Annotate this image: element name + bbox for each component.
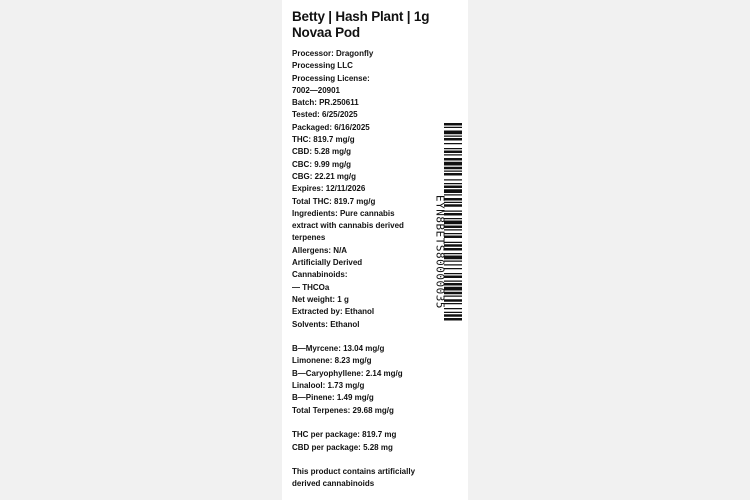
barcode-bar bbox=[444, 236, 462, 239]
barcode-bar bbox=[444, 202, 462, 203]
barcode-bar bbox=[444, 183, 462, 184]
barcode-bar bbox=[444, 233, 462, 234]
detail-line: Tested: 6/25/2025 bbox=[292, 109, 358, 120]
barcode-bar bbox=[444, 226, 462, 229]
barcode-bar bbox=[444, 281, 462, 282]
barcode-bar bbox=[444, 314, 462, 317]
title-line-1: Betty | Hash Plant | 1g bbox=[292, 9, 430, 24]
detail-line: Processing License: bbox=[292, 72, 370, 83]
barcode-bar bbox=[444, 264, 462, 265]
disclaimer-line: This product contains artificially bbox=[292, 466, 416, 477]
label-details bbox=[292, 47, 422, 490]
barcode-bar bbox=[444, 151, 462, 154]
barcode-bar bbox=[444, 276, 462, 279]
detail-line: Expires: 12/11/2026 bbox=[292, 183, 366, 194]
detail-line: Extracted by: Ethanol bbox=[292, 306, 375, 317]
barcode-bar bbox=[444, 296, 462, 297]
detail-line: CBG: 22.21 mg/g bbox=[292, 170, 356, 181]
barcode-bar bbox=[444, 242, 462, 243]
barcode-bar bbox=[444, 303, 462, 304]
barcode-bar bbox=[444, 198, 462, 201]
detail-line: Allergens: N/A bbox=[292, 244, 348, 255]
detail-line: Packaged: 6/16/2025 bbox=[292, 121, 370, 132]
detail-line: Cannabinoids: bbox=[292, 269, 348, 280]
barcode-bar bbox=[444, 248, 462, 251]
barcode bbox=[444, 123, 462, 383]
detail-line: Artificially Derived bbox=[292, 257, 363, 268]
product-title bbox=[292, 9, 472, 41]
total-terpenes: Total Terpenes: 29.68 mg/g bbox=[292, 404, 394, 415]
barcode-bar bbox=[444, 287, 462, 291]
barcode-bar bbox=[444, 136, 462, 137]
barcode-bar bbox=[444, 211, 462, 212]
barcode-bar bbox=[444, 123, 462, 126]
barcode-bar bbox=[444, 127, 462, 128]
barcode-bar bbox=[444, 308, 462, 309]
detail-line: Total THC: 819.7 mg/g bbox=[292, 195, 376, 206]
barcode-bar bbox=[444, 162, 462, 166]
thc-per-package: THC per package: 819.7 mg bbox=[292, 429, 397, 440]
barcode-bar bbox=[444, 261, 462, 262]
barcode-bar bbox=[444, 158, 462, 161]
cbd-per-package: CBD per package: 5.28 mg bbox=[292, 441, 393, 452]
detail-line: Processing LLC bbox=[292, 60, 353, 71]
barcode-bar bbox=[444, 194, 462, 195]
detail-line: Batch: PR.250611 bbox=[292, 97, 359, 108]
detail-line: CBC: 9.99 mg/g bbox=[292, 158, 352, 169]
barcode-bar bbox=[444, 138, 462, 141]
barcode-bar bbox=[444, 268, 462, 269]
barcode-bar bbox=[444, 283, 462, 286]
detail-line: Solvents: Ethanol bbox=[292, 318, 360, 329]
detail-line: Net weight: 1 g bbox=[292, 293, 349, 304]
barcode-bar bbox=[444, 253, 462, 254]
barcode-bar bbox=[444, 218, 462, 219]
terpene-line: B—Caryophyllene: 2.14 mg/g bbox=[292, 367, 403, 378]
barcode-bar bbox=[444, 148, 462, 149]
barcode-bar bbox=[444, 312, 462, 313]
detail-line: 7002—20901 bbox=[292, 84, 340, 95]
terpene-line: B—Myrcene: 13.04 mg/g bbox=[292, 343, 385, 354]
terpene-line: Limonene: 8.23 mg/g bbox=[292, 355, 372, 366]
barcode-bar bbox=[444, 273, 462, 274]
detail-line: — THCOa bbox=[292, 281, 330, 292]
barcode-bar bbox=[444, 204, 462, 207]
barcode-bar bbox=[444, 292, 462, 295]
detail-line: Ingredients: Pure cannabis bbox=[292, 207, 395, 218]
detail-line: terpenes bbox=[292, 232, 326, 243]
barcode-bar bbox=[444, 213, 462, 216]
barcode-bar bbox=[444, 186, 462, 189]
barcode-bar bbox=[444, 173, 462, 176]
detail-line: extract with cannabis derived bbox=[292, 220, 404, 231]
barcode-bar bbox=[444, 167, 462, 170]
barcode-bar bbox=[444, 229, 462, 230]
barcode-bar bbox=[444, 318, 462, 321]
barcode-bar bbox=[444, 256, 462, 260]
barcode-bar bbox=[444, 179, 462, 180]
barcode-number: EYN8BETS80000035 bbox=[433, 195, 447, 309]
barcode-bar bbox=[444, 154, 462, 155]
terpene-line: Linalool: 1.73 mg/g bbox=[292, 380, 365, 391]
detail-line: Processor: Dragonfly bbox=[292, 48, 374, 58]
barcode-bar bbox=[444, 143, 462, 144]
barcode-bar bbox=[444, 244, 462, 247]
barcode-bar bbox=[444, 131, 462, 135]
title-line-2: Novaa Pod bbox=[292, 25, 360, 40]
detail-line: THC: 819.7 mg/g bbox=[292, 134, 355, 145]
barcode-bar bbox=[444, 189, 462, 193]
detail-line: CBD: 5.28 mg/g bbox=[292, 146, 352, 157]
terpene-line: B—Pinene: 1.49 mg/g bbox=[292, 392, 374, 403]
barcode-bar bbox=[444, 299, 462, 302]
disclaimer-line: derived cannabinoids bbox=[292, 478, 375, 489]
barcode-bar bbox=[444, 221, 462, 225]
barcode-bar bbox=[444, 171, 462, 172]
